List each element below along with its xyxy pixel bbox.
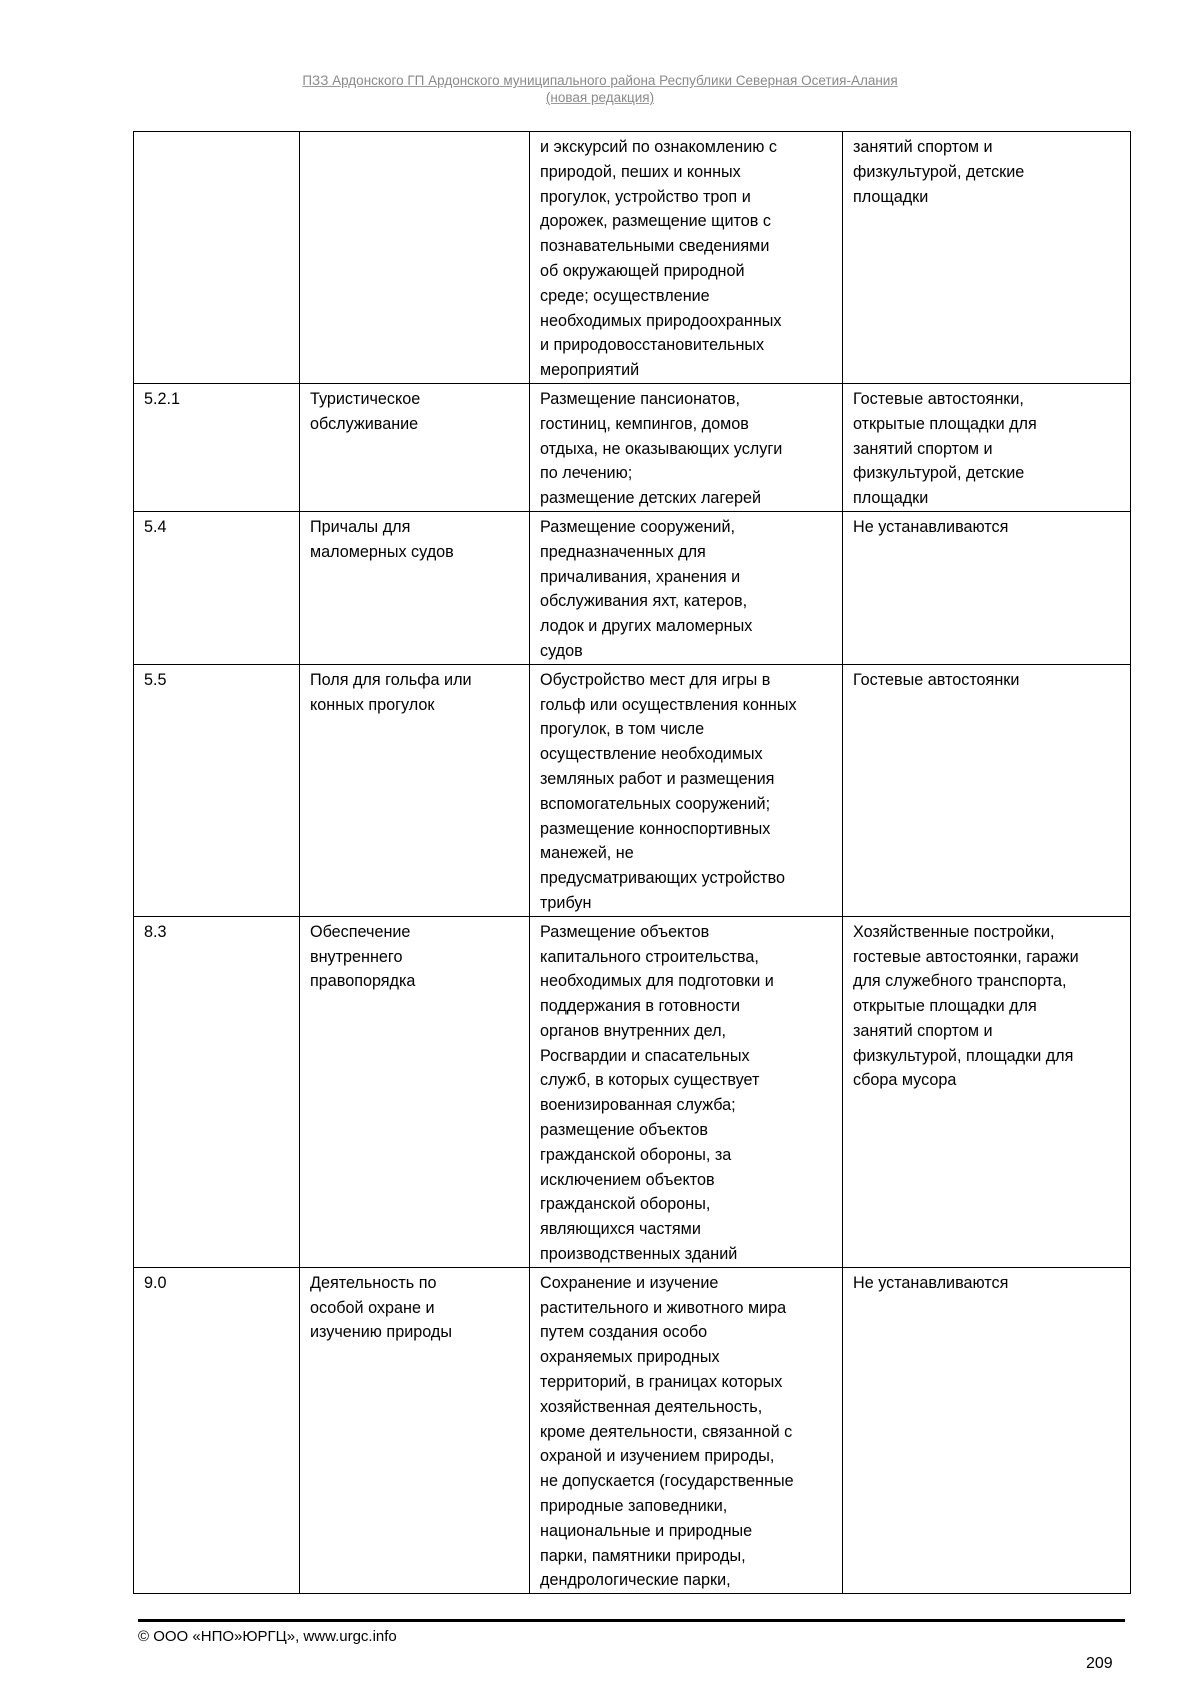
name-cell: Причалы для маломерных судов — [300, 511, 530, 664]
description-cell: Обустройство мест для игры в гольф или осуществления конных прогулок, в том числе осуществление необходимых земляных работ и размещения вспомогательных сооружений; размещение конноспортивных манежей, не предусматривающих устройство трибун — [530, 664, 843, 916]
name-cell: Поля для гольфа или конных прогулок — [300, 664, 530, 916]
description-cell: и экскурсий по ознакомлению с природой, пеших и конных прогулок, устройство троп и дорожек, размещение щитов с познавательными сведениями об окружающей природной среде; осуществление необходимых природоохранных и природовосстановительных мероприятий — [530, 132, 843, 384]
code-cell: 5.5 — [134, 664, 300, 916]
auxiliary-cell: Гостевые автостоянки — [843, 664, 1131, 916]
description-cell: Сохранение и изучение растительного и животного мира путем создания особо охраняемых природных территорий, в границах которых хозяйственная деятельность, кроме деятельности, связанной с охраной и изучением природы, не допускается (государственные природные заповедники, национальные и природные парки, памятники природы, дендрологические парки, — [530, 1267, 843, 1593]
code-cell — [134, 132, 300, 384]
auxiliary-cell: Не устанавливаются — [843, 511, 1131, 664]
name-cell: Обеспечение внутреннего правопорядка — [300, 916, 530, 1267]
auxiliary-cell: Не устанавливаются — [843, 1267, 1131, 1593]
footer-copyright: © ООО «НПО»ЮРГЦ», www.urgc.info — [138, 1628, 397, 1645]
table-row — [134, 916, 1131, 1267]
page-header — [0, 72, 1200, 106]
table-row — [134, 383, 1131, 511]
code-cell: 5.4 — [134, 511, 300, 664]
code-cell: 9.0 — [134, 1267, 300, 1593]
page-number: 209 — [1086, 1655, 1113, 1672]
description-cell: Размещение сооружений, предназначенных для причаливания, хранения и обслуживания яхт, катеров, лодок и других маломерных судов — [530, 511, 843, 664]
table-row — [134, 664, 1131, 916]
code-cell: 8.3 — [134, 916, 300, 1267]
header-subtitle: (новая редакция) — [545, 90, 655, 105]
table-row — [134, 1267, 1131, 1593]
auxiliary-cell: Хозяйственные постройки, гостевые автостоянки, гаражи для служебного транспорта, открытые площадки для занятий спортом и физкультурой, площадки для сбора мусора — [843, 916, 1131, 1267]
name-cell: Туристическое обслуживание — [300, 383, 530, 511]
table-row — [134, 132, 1131, 384]
table-row — [134, 511, 1131, 664]
auxiliary-cell: занятий спортом и физкультурой, детские площадки — [843, 132, 1131, 384]
name-cell: Деятельность по особой охране и изучению природы — [300, 1267, 530, 1593]
name-cell — [300, 132, 530, 384]
footer-divider — [138, 1619, 1125, 1622]
regulations-table — [133, 131, 1131, 1594]
header-title: ПЗЗ Ардонского ГП Ардонского муниципального района Республики Северная Осетия-Алания — [302, 73, 898, 88]
description-cell: Размещение пансионатов, гостиниц, кемпингов, домов отдыха, не оказывающих услуги по лечению; размещение детских лагерей — [530, 383, 843, 511]
description-cell: Размещение объектов капитального строительства, необходимых для подготовки и поддержания в готовности органов внутренних дел, Росгвардии и спасательных служб, в которых существует военизированная служба; размещение объектов гражданской обороны, за исключением объектов гражданской обороны, являющихся частями производственных зданий — [530, 916, 843, 1267]
code-cell: 5.2.1 — [134, 383, 300, 511]
auxiliary-cell: Гостевые автостоянки, открытые площадки для занятий спортом и физкультурой, детские площадки — [843, 383, 1131, 511]
